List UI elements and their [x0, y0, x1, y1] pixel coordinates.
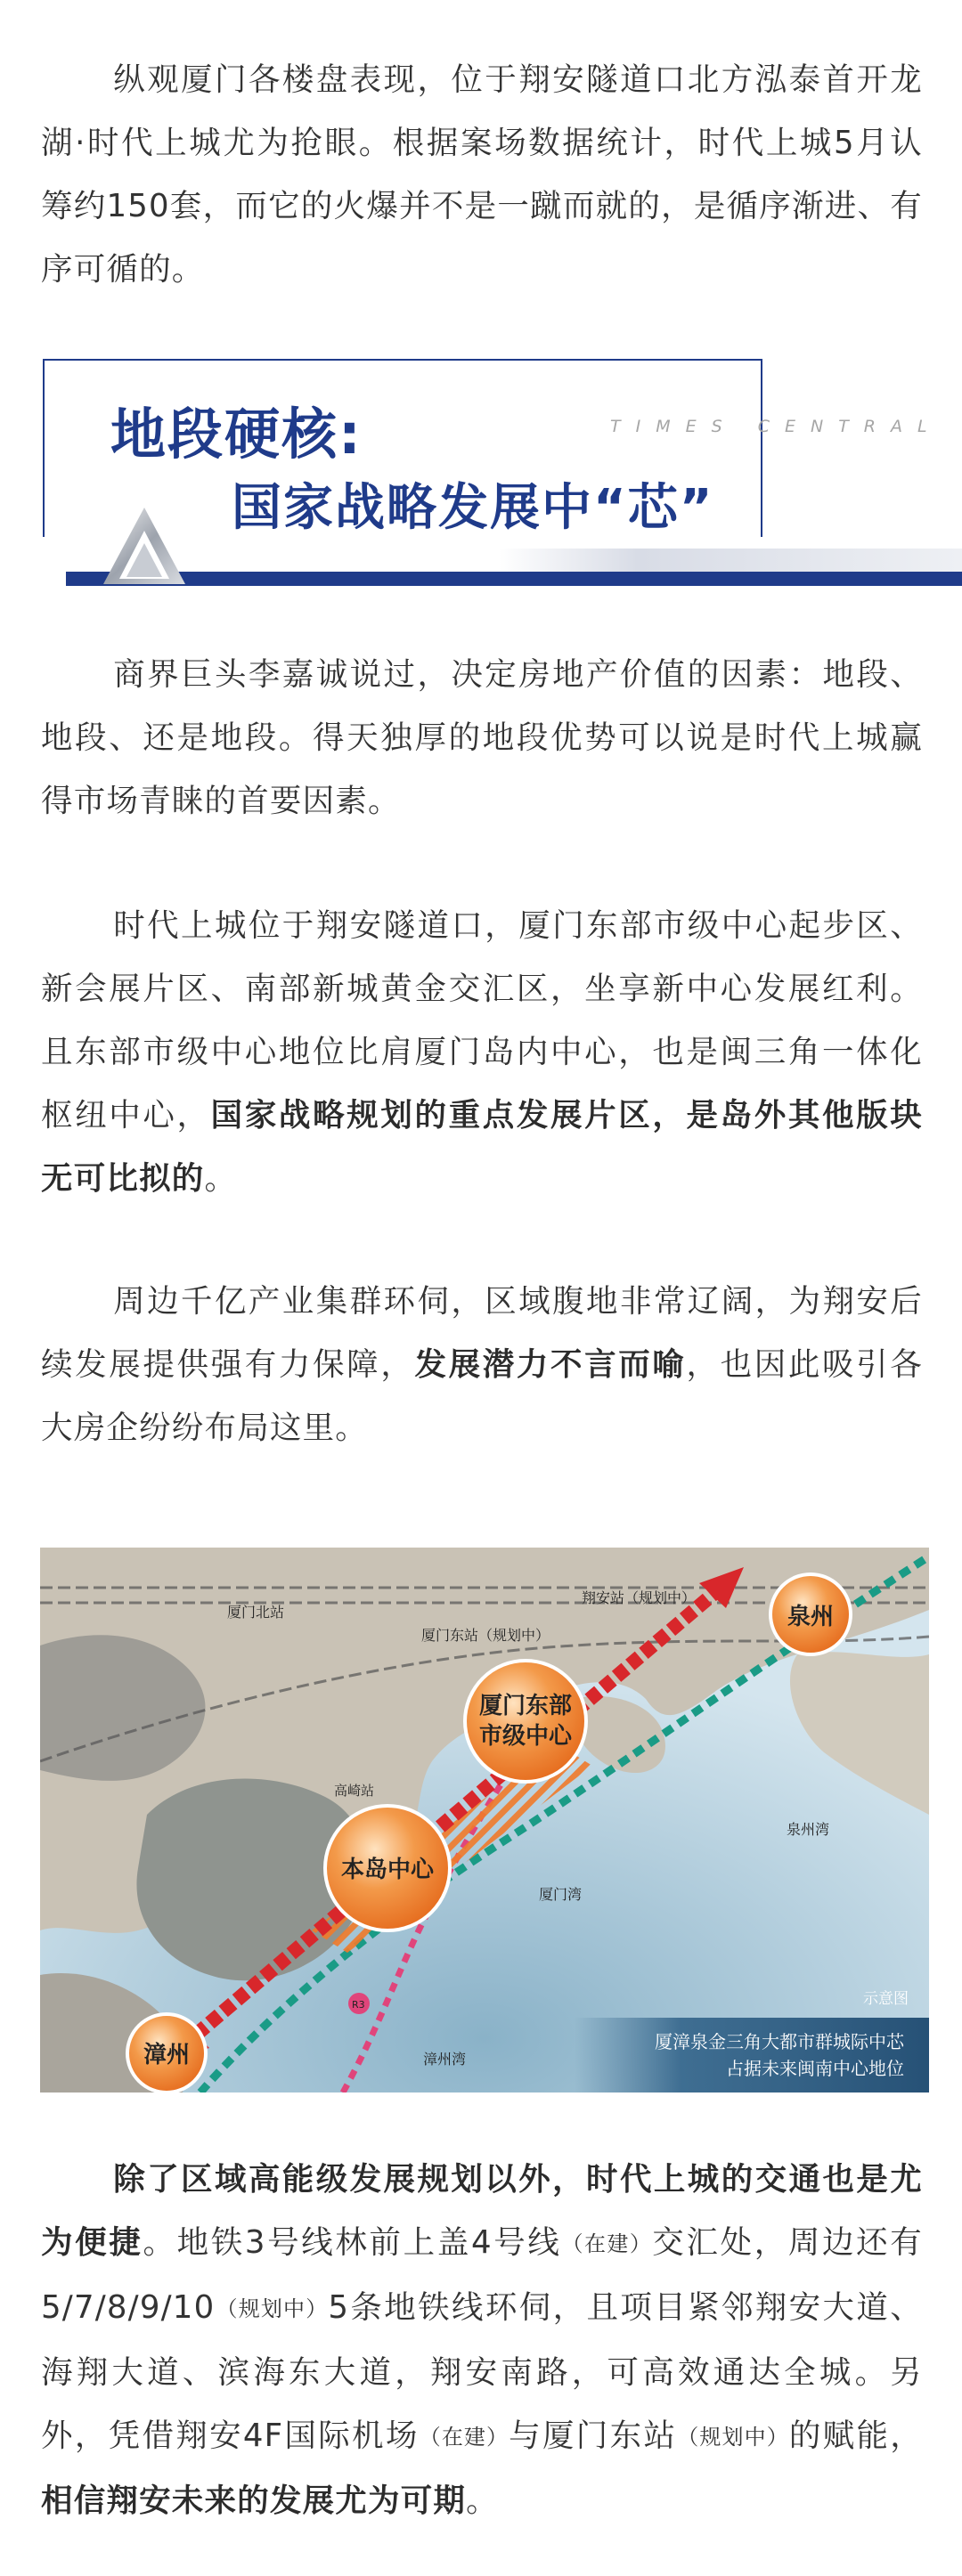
potential-paragraph — [41, 1270, 923, 1459]
map-label-xiamen-east: 厦门东站（规划中） — [421, 1627, 550, 1644]
map-label-gaoqi: 高崎站 — [334, 1783, 375, 1799]
transport-text-1: 。地铁3号线林前上盖4号线 — [143, 2224, 562, 2261]
banner-frame — [43, 359, 45, 537]
map-label-zhangzhou-bay: 漳州湾 — [423, 2051, 467, 2068]
section-subtitle: 国家战略发展中“芯” — [232, 479, 714, 537]
map-disclaimer: 示意图 — [863, 1990, 909, 2008]
pyramid-logo-icon — [100, 504, 189, 588]
intro-paragraph — [41, 48, 923, 301]
map-label-route: R3 — [352, 1999, 365, 2011]
regional-map — [40, 1548, 929, 2092]
banner-underline-bar — [66, 572, 962, 586]
transport-end: 。 — [466, 2483, 499, 2519]
transport-note-2: （规划中） — [215, 2296, 329, 2321]
potential-end: ，也因此吸引各大房企纷纷布局这里。 — [41, 1346, 924, 1446]
map-caption-line1: 厦漳泉金三角大都市群城际中芯 — [655, 2031, 904, 2052]
map-label-xiamen-north: 厦门北站 — [227, 1604, 285, 1621]
potential-text: 周边千亿产业集群环伺，区域腹地非常辽阔，为翔安后续发展提供强有力保障， — [41, 1283, 923, 1383]
transport-note-1: （在建） — [561, 2231, 653, 2256]
section-english-tagline: TIMES CENTRAL — [610, 417, 942, 436]
location-paragraph — [41, 643, 923, 833]
map-caption-box — [575, 2018, 929, 2092]
district-end: 。 — [204, 1160, 238, 1197]
location-text: 商界巨头李嘉诚说过，决定房地产价值的因素：地段、地段、还是地段。得天独厚的地段优势可以说是时代上城赢得市场青睐的首要因素。 — [41, 656, 923, 819]
potential-highlight: 发展潜力不言而喻 — [414, 1346, 687, 1383]
banner-frame-top — [43, 359, 762, 361]
intro-text: 纵观厦门各楼盘表现，位于翔安隧道口北方泓泰首开龙湖·时代上城尤为抢眼。根据案场数据统计，时代上城5月认筹约150套，而它的火爆并不是一蹴而就的，是循序渐进、有序可循的。 — [41, 61, 923, 288]
section-title: 地段硬核: — [110, 402, 363, 467]
banner-frame-right — [761, 359, 762, 537]
banner-light-streak — [499, 549, 962, 572]
bubble-east-center-line1: 厦门东部 — [478, 1693, 573, 1719]
map-label-xiangan-station: 翔安站（规划中） — [582, 1589, 697, 1606]
transport-text-3: 5条地铁线环伺，且项目紧邻翔安大道、海翔大道、滨海东大道，翔安南路，可高效通达全城。另外，凭借翔安4F国际机场 — [41, 2289, 923, 2454]
bubble-zhangzhou-label: 漳州 — [143, 2042, 191, 2068]
regional-map-figure — [40, 1548, 929, 2092]
map-label-xiamen-bay: 厦门湾 — [539, 1886, 583, 1903]
bubble-quanzhou — [770, 1574, 851, 1654]
map-label-quanzhou-bay: 泉州湾 — [787, 1821, 830, 1838]
section-banner — [36, 354, 962, 595]
transport-text-5: 的赋能， — [788, 2418, 924, 2454]
transport-text-2: 交汇处，周边还有5/7/8/9/10 — [41, 2224, 923, 2326]
transport-note-3: （在建） — [419, 2425, 510, 2450]
bubble-quanzhou-label: 泉州 — [787, 1604, 835, 1630]
district-paragraph — [41, 894, 923, 1210]
map-caption-line2: 占据未来闽南中心地位 — [726, 2058, 904, 2079]
bubble-island-center — [325, 1806, 450, 1930]
transport-highlight-2: 相信翔安未来的发展尤为可期 — [41, 2483, 467, 2519]
bubble-island-center-label: 本岛中心 — [340, 1857, 435, 1883]
bubble-east-center — [465, 1661, 586, 1782]
bubble-east-center-line2: 市级中心 — [478, 1723, 573, 1750]
transport-highlight: 除了区域高能级发展规划以外，时代上城的交通也是尤为便捷 — [41, 2161, 923, 2261]
district-text: 时代上城位于翔安隧道口，厦门东部市级中心起步区、新会展片区、南部新城黄金交汇区，坐享新中心发展红利。且东部市级中心地位比肩厦门岛内中心，也是闽三角一体化枢纽中心， — [41, 907, 923, 1134]
transport-text-4: 与厦门东站 — [509, 2418, 678, 2454]
transport-paragraph — [41, 2148, 923, 2532]
district-highlight: 国家战略规划的重点发展片区，是岛外其他版块无可比拟的 — [41, 1097, 923, 1197]
transport-note-4: （规划中） — [677, 2425, 789, 2450]
bubble-zhangzhou — [127, 2014, 206, 2092]
